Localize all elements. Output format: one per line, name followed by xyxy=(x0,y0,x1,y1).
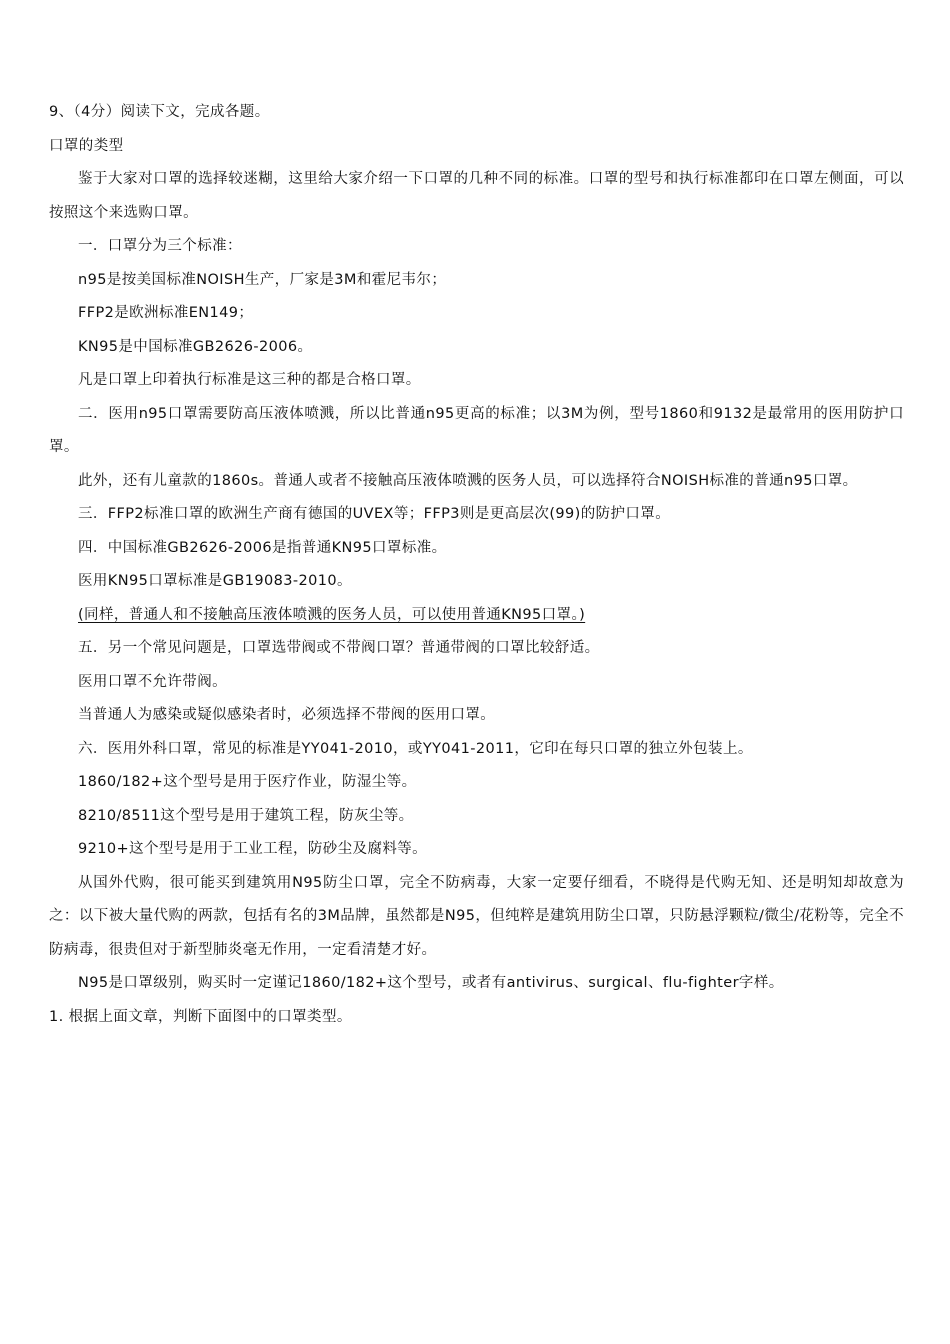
passage-paragraph: 四．中国标准GB2626-2006是指普通KN95口罩标准。 xyxy=(78,539,447,556)
passage-paragraph: 9210+这个型号是用于工业工程，防砂尘及腐料等。 xyxy=(78,841,428,857)
passage-paragraph: 此外，还有儿童款的1860s。普通人或者不接触高压液体喷溅的医务人员，可以选择符合NOISH标准的普通n95口罩。 xyxy=(78,472,858,489)
passage-title: 口罩的类型 xyxy=(49,137,124,154)
passage-paragraph: 鉴于大家对口罩的选择较迷糊，这里给大家介绍一下口罩的几种不同的标准。口罩的型号和执行标准都印在口罩左侧面，可以按照这个来选购口罩。 xyxy=(49,171,904,221)
passage-paragraph: 医用口罩不允许带阀。 xyxy=(78,673,227,690)
passage-paragraph: 凡是口罩上印着执行标准是这三种的都是合格口罩。 xyxy=(78,372,421,388)
passage-paragraph: FFP2是欧洲标准EN149； xyxy=(78,305,254,321)
question-content xyxy=(49,96,904,1034)
passage-paragraph: 从国外代购，很可能买到建筑用N95防尘口罩，完全不防病毒，大家一定要仔细看，不晓得是代购无知、还是明知却故意为之：以下被大量代购的两款，包括有名的3M品牌，虽然都是N95，但纯粹是建筑用防尘口罩，只防悬浮颗粒/微尘/花粉等，完全不防病毒，很贵但对于新型肺炎毫无作用，一定看清楚才好。 xyxy=(49,874,904,958)
passage-paragraph: 六．医用外科口罩，常见的标准是YY041-2010，或YY041-2011，它印在每只口罩的独立外包装上。 xyxy=(78,740,753,757)
underlined-note: (同样，普通人和不接触高压液体喷溅的医务人员，可以使用普通KN95口罩。) xyxy=(78,606,586,623)
passage-paragraph: 五．另一个常见问题是，口罩选带阀或不带阀口罩？普通带阀的口罩比较舒适。 xyxy=(78,640,600,656)
passage-paragraph: 三．FFP2标准口罩的欧洲生产商有德国的UVEX等；FFP3则是更高层次(99)的防护口罩。 xyxy=(78,506,671,522)
question-header: 9、（4分）阅读下文，完成各题。 xyxy=(49,104,270,120)
passage-paragraph: 一．口罩分为三个标准： xyxy=(78,238,242,254)
passage-paragraph: N95是口罩级别，购买时一定谨记1860/182+这个型号，或者有antivirus、surgical、flu-fighter字样。 xyxy=(78,975,784,991)
passage-paragraph: n95是按美国标准NOISH生产，厂家是3M和霍尼韦尔； xyxy=(78,271,447,288)
passage-paragraph: 医用KN95口罩标准是GB19083-2010。 xyxy=(78,573,352,589)
passage-paragraph: 8210/8511这个型号是用于建筑工程，防灰尘等。 xyxy=(78,807,414,824)
passage-paragraph: KN95是中国标准GB2626-2006。 xyxy=(78,338,313,355)
sub-question: 1. 根据上面文章，判断下面图中的口罩类型。 xyxy=(49,1008,352,1025)
passage-paragraph: 二．医用n95口罩需要防高压液体喷溅，所以比普通n95更高的标准；以3M为例，型号1860和9132是最常用的医用防护口罩。 xyxy=(49,405,904,455)
passage-paragraph: 1860/182+这个型号是用于医疗作业，防湿尘等。 xyxy=(78,774,417,790)
passage-paragraph: 当普通人为感染或疑似感染者时，必须选择不带阀的医用口罩。 xyxy=(78,707,496,723)
